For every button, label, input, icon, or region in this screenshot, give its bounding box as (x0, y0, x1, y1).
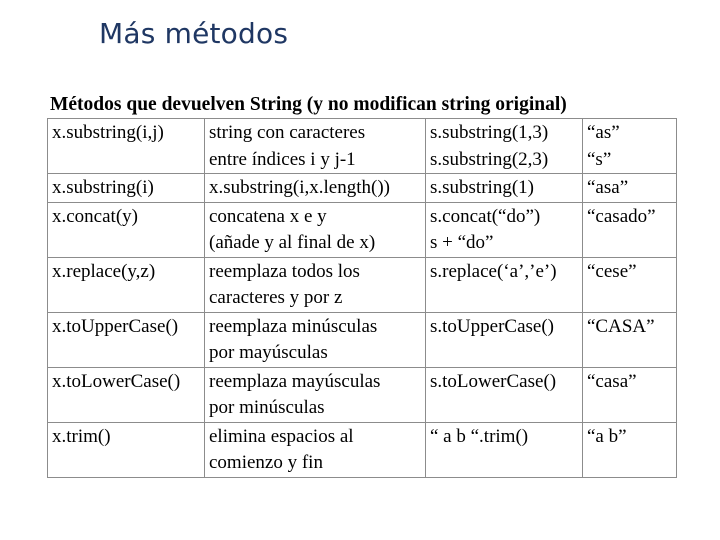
description-cell-line: reemplaza minúsculas (209, 315, 378, 337)
table-header: Métodos que devuelven String (y no modifican string original) (50, 94, 567, 115)
example-cell-line: s.toUpperCase() (430, 315, 554, 337)
table-row (48, 367, 677, 422)
example-cell (426, 202, 583, 257)
result-cell (583, 119, 677, 174)
result-cell-line: “s” (587, 148, 612, 170)
table-row (48, 174, 677, 203)
description-cell-line: string con caracteres (209, 122, 366, 143)
description-cell (205, 174, 426, 203)
example-cell-line: s.substring(1) (430, 177, 534, 198)
result-cell (583, 312, 677, 367)
description-cell (205, 257, 426, 312)
table-row (48, 257, 677, 312)
result-cell-line: “asa” (587, 177, 629, 198)
example-cell-line: s.substring(1,3) (430, 122, 549, 143)
result-cell-line: “casa” (587, 370, 637, 392)
description-cell (205, 202, 426, 257)
result-cell (583, 174, 677, 203)
example-cell-line: s.replace(‘a’,’e’) (430, 260, 557, 282)
example-cell-line: s.substring(2,3) (430, 148, 549, 170)
result-cell (583, 367, 677, 422)
example-cell-line: s.toLowerCase() (430, 370, 557, 392)
example-cell (426, 422, 583, 477)
table-row (48, 119, 677, 174)
example-cell-line: s.concat(“do”) (430, 205, 541, 227)
method-cell-line: x.toLowerCase() (52, 370, 181, 392)
method-cell-line: x.trim() (52, 425, 111, 447)
result-cell (583, 257, 677, 312)
method-cell (48, 202, 205, 257)
result-cell-line: “as” (587, 122, 620, 143)
description-cell (205, 367, 426, 422)
method-cell-line: x.substring(i) (52, 177, 154, 198)
result-cell-line: “a b” (587, 425, 627, 447)
method-cell (48, 257, 205, 312)
table-row (48, 202, 677, 257)
method-cell-line: x.replace(y,z) (52, 260, 156, 282)
methods-table-body (48, 119, 677, 478)
description-cell (205, 119, 426, 174)
example-cell (426, 257, 583, 312)
result-cell-line: “casado” (587, 205, 656, 227)
table-row (48, 422, 677, 477)
description-cell-line: x.substring(i,x.length()) (209, 177, 391, 198)
description-cell-line: por minúsculas (209, 397, 325, 418)
result-cell (583, 422, 677, 477)
result-cell (583, 202, 677, 257)
description-cell (205, 422, 426, 477)
method-cell-line: x.concat(y) (52, 205, 138, 227)
description-cell-line: elimina espacios al (209, 425, 354, 447)
table-row (48, 312, 677, 367)
description-cell-line: concatena x e y (209, 205, 327, 227)
result-cell-line: “cese” (587, 260, 637, 282)
description-cell-line: entre índices i y j-1 (209, 148, 356, 170)
methods-table (47, 118, 677, 478)
example-cell-line: s + “do” (430, 232, 494, 253)
description-cell (205, 312, 426, 367)
result-cell-line: “CASA” (587, 315, 655, 337)
example-cell (426, 367, 583, 422)
example-cell (426, 174, 583, 203)
example-cell (426, 119, 583, 174)
method-cell (48, 312, 205, 367)
description-cell-line: caracteres y por z (209, 287, 343, 308)
method-cell (48, 174, 205, 203)
method-cell (48, 367, 205, 422)
method-cell-line: x.toUpperCase() (52, 315, 179, 337)
description-cell-line: comienzo y fin (209, 452, 323, 473)
example-cell (426, 312, 583, 367)
description-cell-line: (añade y al final de x) (209, 232, 376, 253)
method-cell-line: x.substring(i,j) (52, 122, 164, 143)
description-cell-line: reemplaza mayúsculas (209, 370, 381, 392)
example-cell-line: “ a b “.trim() (430, 425, 529, 447)
method-cell (48, 119, 205, 174)
description-cell-line: por mayúsculas (209, 342, 328, 363)
method-cell (48, 422, 205, 477)
slide-title: Más métodos (99, 17, 289, 50)
description-cell-line: reemplaza todos los (209, 260, 360, 282)
